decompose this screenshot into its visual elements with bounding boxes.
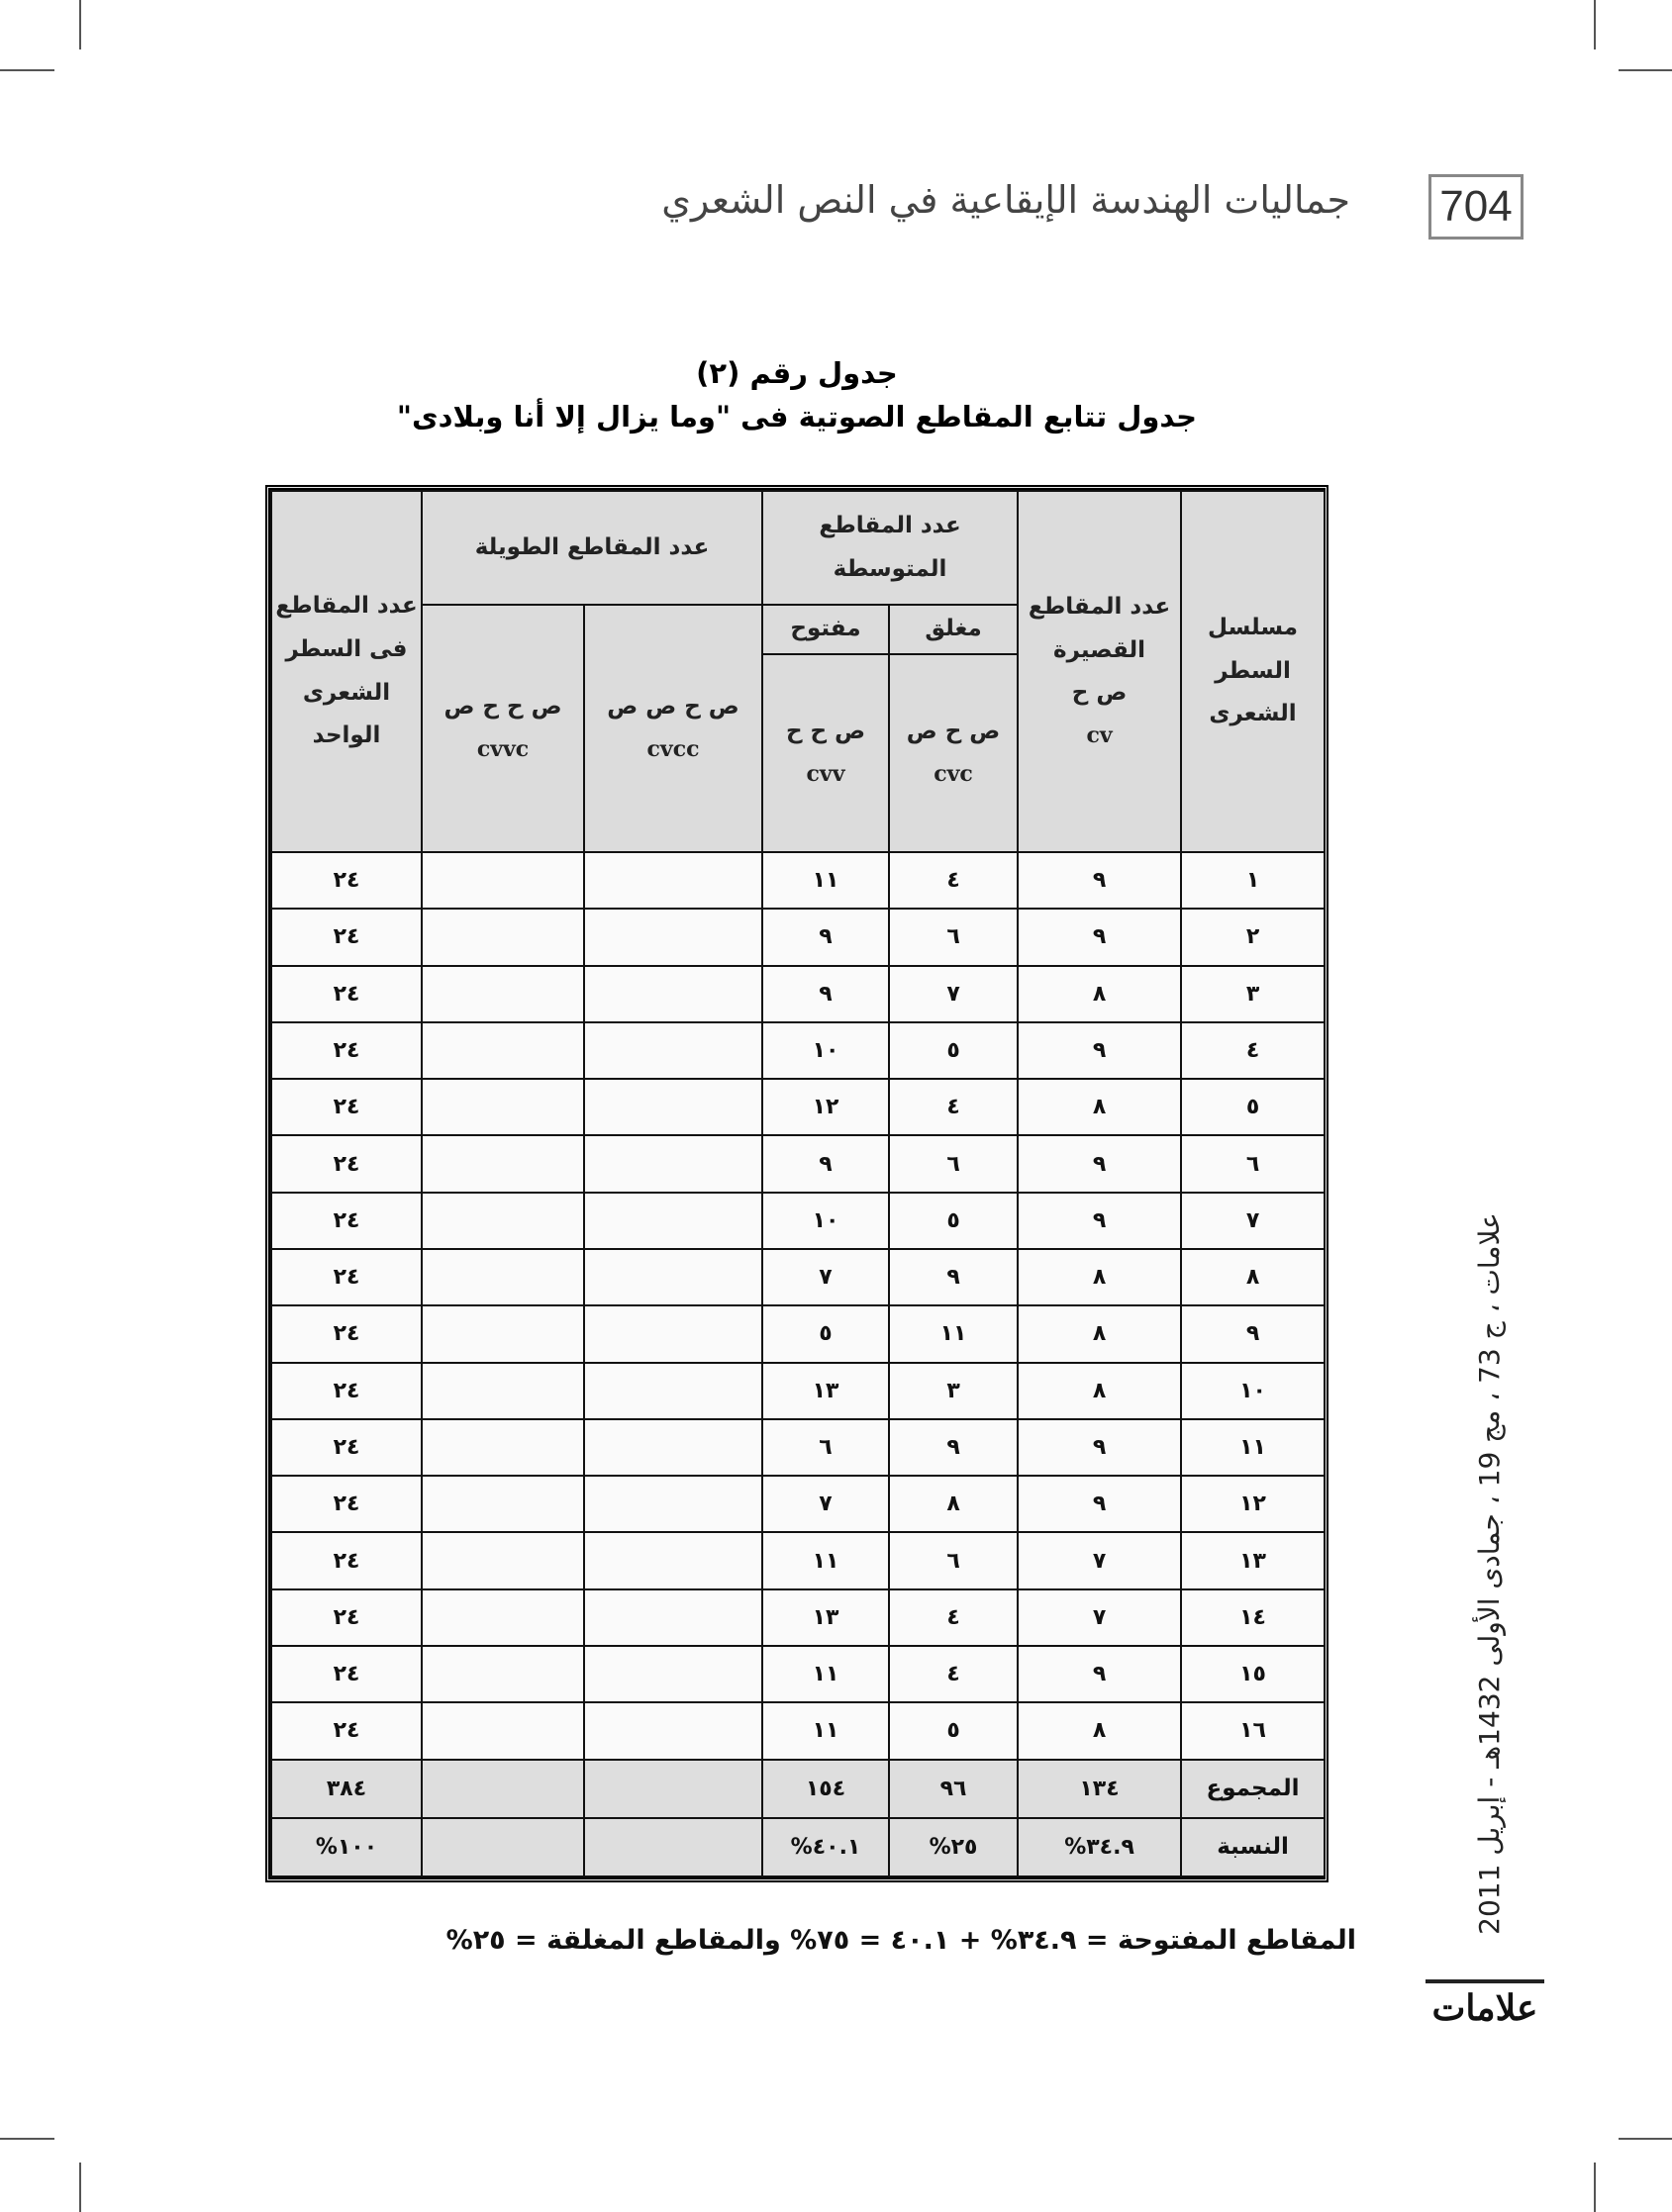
header-medium-open-sym <box>762 654 889 852</box>
crop-mark <box>1619 2138 1672 2140</box>
cell-total: ٢٤ <box>271 1589 422 1646</box>
header-open-latin: cvv <box>806 760 845 787</box>
cell-line-no: ١١ <box>1181 1419 1325 1476</box>
cell-cvvc <box>422 1702 584 1759</box>
crop-mark <box>79 2163 81 2212</box>
table-row <box>271 1305 1325 1362</box>
cell-cvcc <box>584 1022 762 1079</box>
cell-closed: ٥ <box>889 1702 1018 1759</box>
cell-cvcc <box>584 1818 762 1876</box>
cell-closed: ٢٥% <box>889 1818 1018 1876</box>
cell-cvvc <box>422 1532 584 1588</box>
table-row <box>271 1135 1325 1192</box>
table-row <box>271 1022 1325 1079</box>
cell-total: ٢٤ <box>271 852 422 909</box>
cell-closed: ٦ <box>889 1532 1018 1588</box>
header-short-sym: ص ح <box>1071 680 1128 707</box>
cell-line-no: ٦ <box>1181 1135 1325 1192</box>
table-row <box>271 966 1325 1022</box>
cell-closed: ٥ <box>889 1022 1018 1079</box>
header-open-sym: ص ح ح <box>785 719 866 745</box>
cell-short: ١٣٤ <box>1018 1760 1181 1818</box>
cell-closed: ٤ <box>889 852 1018 909</box>
table-row <box>271 1363 1325 1419</box>
cell-cvcc <box>584 909 762 965</box>
cell-open: ٦ <box>762 1419 889 1476</box>
cell-closed: ٤ <box>889 1646 1018 1702</box>
cell-total: ١٠٠% <box>271 1818 422 1876</box>
table-row <box>271 1532 1325 1588</box>
cell-cvcc <box>584 1079 762 1135</box>
cell-line-no: ١٦ <box>1181 1702 1325 1759</box>
cell-cvcc <box>584 1305 762 1362</box>
cell-cvcc <box>584 1589 762 1646</box>
cell-line-no: ١ <box>1181 852 1325 909</box>
header-medium-group: عدد المقاطع المتوسطة <box>762 491 1018 605</box>
cell-short: ٩ <box>1018 1135 1181 1192</box>
header-line-no: مسلسل السطر الشعرى <box>1181 491 1325 852</box>
cell-line-no: ٧ <box>1181 1193 1325 1249</box>
cell-total: ٢٤ <box>271 1363 422 1419</box>
cell-total: ٢٤ <box>271 1193 422 1249</box>
cell-open: ٥ <box>762 1305 889 1362</box>
cell-cvvc <box>422 1249 584 1305</box>
table-row <box>271 1646 1325 1702</box>
cell-closed: ٤ <box>889 1079 1018 1135</box>
crop-mark <box>0 2138 54 2140</box>
cell-cvvc <box>422 909 584 965</box>
cell-closed: ٥ <box>889 1193 1018 1249</box>
header-long-cvvc <box>422 605 584 852</box>
table-row <box>271 1079 1325 1135</box>
table-caption-title: جدول تتابع المقاطع الصوتية فى "وما يزال إلا أنا وبلادى" <box>396 400 1198 433</box>
header-total: عدد المقاطع فى السطر الشعرى الواحد <box>271 491 422 852</box>
cell-cvvc <box>422 1305 584 1362</box>
cell-cvcc <box>584 1476 762 1532</box>
cell-open: ١٠ <box>762 1193 889 1249</box>
cell-line-no: ٩ <box>1181 1305 1325 1362</box>
cell-total: ٢٤ <box>271 1305 422 1362</box>
journal-logo: علامات <box>1426 1979 1544 2033</box>
cell-total: ٢٤ <box>271 909 422 965</box>
cell-open: ٧ <box>762 1476 889 1532</box>
cell-open: ٤٠.١% <box>762 1818 889 1876</box>
cell-line-no: ٥ <box>1181 1079 1325 1135</box>
cell-total: ٢٤ <box>271 1022 422 1079</box>
cell-total: ٢٤ <box>271 1476 422 1532</box>
cell-open: ١١ <box>762 852 889 909</box>
cell-total: ٢٤ <box>271 1249 422 1305</box>
cell-short: ٨ <box>1018 1702 1181 1759</box>
cell-cvcc <box>584 1702 762 1759</box>
cell-total: ٢٤ <box>271 1079 422 1135</box>
summary-row <box>271 1760 1325 1818</box>
cell-line-no: ٨ <box>1181 1249 1325 1305</box>
cell-cvvc <box>422 1476 584 1532</box>
cell-cvcc <box>584 1760 762 1818</box>
cell-cvvc <box>422 852 584 909</box>
table-row <box>271 852 1325 909</box>
cell-cvcc <box>584 1532 762 1588</box>
cell-cvcc <box>584 852 762 909</box>
cell-open: ٩ <box>762 966 889 1022</box>
cell-cvvc <box>422 1193 584 1249</box>
cell-short: ٩ <box>1018 1022 1181 1079</box>
cell-line-no: ١٥ <box>1181 1646 1325 1702</box>
header-medium-closed-sym <box>889 654 1018 852</box>
header-long-group: عدد المقاطع الطويلة <box>422 491 762 605</box>
table-row <box>271 1249 1325 1305</box>
cell-open: ١١ <box>762 1646 889 1702</box>
cell-short: ٨ <box>1018 1363 1181 1419</box>
cell-short: ٨ <box>1018 1079 1181 1135</box>
cell-open: ١١ <box>762 1532 889 1588</box>
crop-mark <box>1594 2163 1596 2212</box>
cell-cvvc <box>422 966 584 1022</box>
header-long-cvcc-sym: ص ح ص ص <box>607 694 739 721</box>
cell-short: ٩ <box>1018 1193 1181 1249</box>
cell-total: ٢٤ <box>271 1646 422 1702</box>
cell-open: ١٣ <box>762 1589 889 1646</box>
cell-cvvc <box>422 1135 584 1192</box>
cell-total: ٢٤ <box>271 1702 422 1759</box>
cell-closed: ٩ <box>889 1419 1018 1476</box>
cell-cvcc <box>584 1419 762 1476</box>
cell-total: ٢٤ <box>271 1135 422 1192</box>
cell-open: ٩ <box>762 1135 889 1192</box>
cell-short: ٨ <box>1018 1249 1181 1305</box>
cell-cvvc <box>422 1760 584 1818</box>
cell-cvcc <box>584 966 762 1022</box>
cell-closed: ٦ <box>889 1135 1018 1192</box>
cell-open: ١٥٤ <box>762 1760 889 1818</box>
cell-cvvc <box>422 1363 584 1419</box>
cell-short: ٩ <box>1018 909 1181 965</box>
cell-cvvc <box>422 1079 584 1135</box>
header-short <box>1018 491 1181 852</box>
cell-open: ١٠ <box>762 1022 889 1079</box>
cell-cvvc <box>422 1646 584 1702</box>
table-row <box>271 1419 1325 1476</box>
header-long-cvvc-latin: cvvc <box>476 735 530 762</box>
cell-open: ١٣ <box>762 1363 889 1419</box>
cell-total: ٢٤ <box>271 966 422 1022</box>
header-closed-latin: cvc <box>934 760 973 787</box>
crop-mark <box>79 0 81 49</box>
cell-short: ٧ <box>1018 1532 1181 1588</box>
cell-short: ٨ <box>1018 1305 1181 1362</box>
cell-closed: ٦ <box>889 909 1018 965</box>
cell-line-no: ٤ <box>1181 1022 1325 1079</box>
cell-short: ٩ <box>1018 1476 1181 1532</box>
cell-short: ٨ <box>1018 966 1181 1022</box>
header-long-cvvc-sym: ص ح ح ص <box>443 694 562 721</box>
header-short-title: عدد المقاطع القصيرة <box>1028 594 1171 663</box>
header-long-cvcc-latin: cvcc <box>646 735 700 762</box>
crop-mark <box>1594 0 1596 49</box>
cell-line-no: النسبة <box>1181 1818 1325 1876</box>
header-medium-closed: مغلق <box>889 605 1018 654</box>
cell-total: ٢٤ <box>271 1532 422 1588</box>
header-closed-sym: ص ح ص <box>906 719 1001 745</box>
cell-short: ٧ <box>1018 1589 1181 1646</box>
header-medium-open: مفتوح <box>762 605 889 654</box>
table-row <box>271 1589 1325 1646</box>
table-row <box>271 1702 1325 1759</box>
summary-formula: المقاطع المفتوحة = ٣٤.٩% + ٤٠.١ = ٧٥% والمقاطع المغلقة = ٢٥% <box>445 1925 1356 1956</box>
cell-total: ٣٨٤ <box>271 1760 422 1818</box>
cell-closed: ٣ <box>889 1363 1018 1419</box>
cell-open: ٧ <box>762 1249 889 1305</box>
cell-open: ١١ <box>762 1702 889 1759</box>
table-row <box>271 909 1325 965</box>
cell-line-no: ٢ <box>1181 909 1325 965</box>
cell-cvcc <box>584 1249 762 1305</box>
journal-sidebar <box>1460 1193 1520 1955</box>
cell-short: ٩ <box>1018 1646 1181 1702</box>
cell-cvcc <box>584 1363 762 1419</box>
cell-closed: ١١ <box>889 1305 1018 1362</box>
cell-closed: ٤ <box>889 1589 1018 1646</box>
cell-line-no: ١٠ <box>1181 1363 1325 1419</box>
cell-cvvc <box>422 1419 584 1476</box>
summary-row <box>271 1818 1325 1876</box>
cell-total: ٢٤ <box>271 1419 422 1476</box>
syllable-table <box>265 485 1328 1882</box>
table-row <box>271 1476 1325 1532</box>
table-body <box>271 852 1325 1876</box>
table-row <box>271 1193 1325 1249</box>
cell-open: ٩ <box>762 909 889 965</box>
page-number: 704 <box>1428 174 1524 240</box>
journal-citation: علامات ، ج 73 ، مج 19 ، جمادى الأولى 1432هـ - إبريل 2011 <box>1473 1212 1506 1935</box>
cell-closed: ٧ <box>889 966 1018 1022</box>
cell-line-no: ١٢ <box>1181 1476 1325 1532</box>
cell-line-no: المجموع <box>1181 1760 1325 1818</box>
cell-short: ٣٤.٩% <box>1018 1818 1181 1876</box>
cell-short: ٩ <box>1018 1419 1181 1476</box>
cell-cvvc <box>422 1589 584 1646</box>
cell-cvcc <box>584 1193 762 1249</box>
cell-closed: ٨ <box>889 1476 1018 1532</box>
header-short-latin: cv <box>1086 722 1113 749</box>
cell-cvvc <box>422 1022 584 1079</box>
cell-closed: ٩٦ <box>889 1760 1018 1818</box>
crop-mark <box>1619 69 1672 71</box>
cell-line-no: ١٤ <box>1181 1589 1325 1646</box>
running-title: جماليات الهندسة الإيقاعية في النص الشعري <box>661 178 1350 222</box>
table-caption-number: جدول رقم (٢) <box>696 356 898 390</box>
cell-line-no: ٣ <box>1181 966 1325 1022</box>
cell-closed: ٩ <box>889 1249 1018 1305</box>
crop-mark <box>0 69 54 71</box>
cell-open: ١٢ <box>762 1079 889 1135</box>
cell-cvcc <box>584 1646 762 1702</box>
cell-line-no: ١٣ <box>1181 1532 1325 1588</box>
cell-short: ٩ <box>1018 852 1181 909</box>
cell-cvcc <box>584 1135 762 1192</box>
header-long-cvcc <box>584 605 762 852</box>
cell-cvvc <box>422 1818 584 1876</box>
